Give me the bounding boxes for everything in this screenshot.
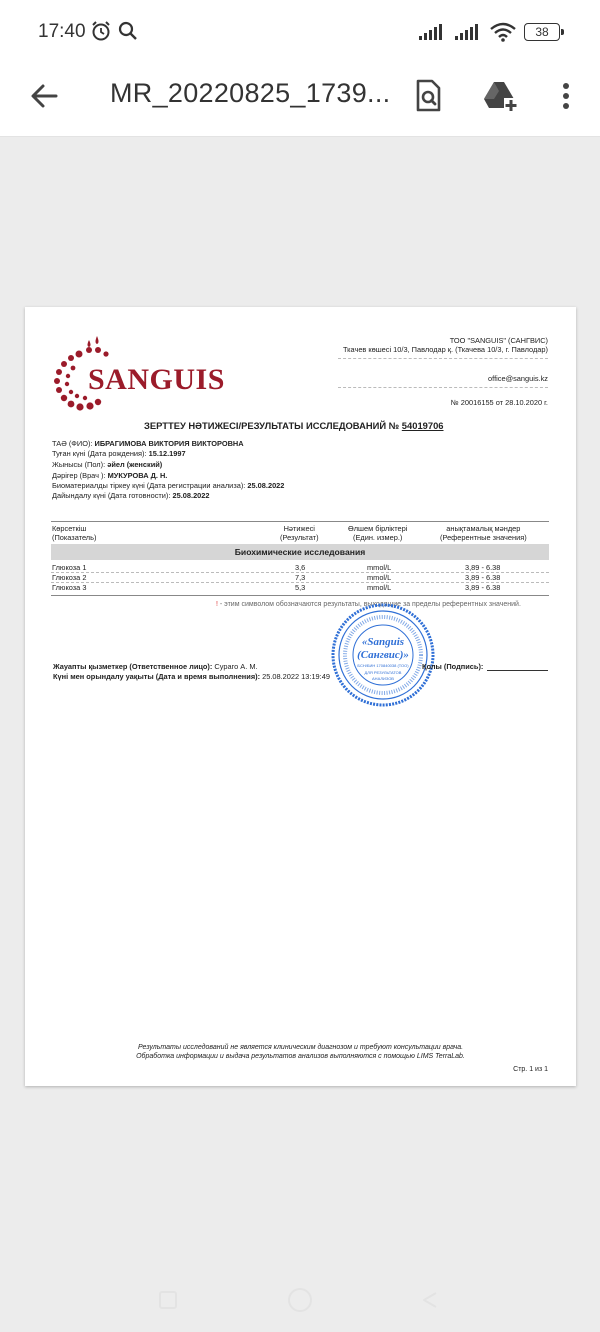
- status-time: 17:40: [38, 21, 86, 42]
- patient-name-line: ТАӘ (ФИО): ИБРАГИМОВА ВИКТОРИЯ ВИКТОРОВНА: [52, 439, 244, 448]
- lab-company: ТОО "SANGUIS" (САНГВИС): [449, 336, 548, 345]
- file-name-title: MR_20220825_1739...: [110, 78, 390, 108]
- more-vert-icon[interactable]: [548, 78, 584, 114]
- battery-indicator: 38: [524, 23, 560, 41]
- col-header-indicator: Көрсеткіш (Показатель): [52, 524, 97, 542]
- footer-lims: Обработка информации и выдача результатов анализов выполняются с помощью LIMS TerraLab.: [136, 1053, 465, 1060]
- back-nav-icon[interactable]: [420, 1290, 440, 1310]
- stamp-line-3: БСН/БИН 170840038 (ТОО): [357, 663, 409, 668]
- registration-date-line: Биоматериалды тіркеу күні (Дата регистрации анализа): 25.08.2022: [52, 481, 285, 490]
- home-icon[interactable]: [286, 1286, 314, 1314]
- alarm-icon: [90, 20, 112, 42]
- out-of-range-note: ! - этим символом обозначаются результаты, выходящие за пределы референтных значений.: [216, 601, 521, 608]
- section-band: [51, 544, 549, 560]
- ready-date-line: Дайындалу күні (Дата готовности): 25.08.2022: [52, 491, 210, 500]
- status-bar: [0, 0, 600, 64]
- signal-icon-2: [454, 23, 482, 41]
- wifi-icon: [490, 22, 516, 42]
- patient-doctor-line: Дәрігер (Врач ): МУКУРОВА Д. Н.: [52, 471, 168, 480]
- stamp-line-5: АНАЛИЗОВ: [372, 676, 394, 681]
- document-search-icon[interactable]: [410, 78, 446, 114]
- section-title: Биохимические исследования: [234, 547, 366, 557]
- back-arrow-icon[interactable]: [26, 78, 62, 114]
- responsible-line: Жауапты қызметкер (Ответственное лицо): Сураго А. М.: [53, 662, 258, 671]
- recent-apps-icon[interactable]: [158, 1290, 178, 1310]
- results-heading: ЗЕРТТЕУ НӘТИЖЕСІ/РЕЗУЛЬТАТЫ ИССЛЕДОВАНИЙ № 54019706: [144, 420, 444, 431]
- footer-disclaimer: Результаты исследований не является клиническим диагнозом и требуют консультации врача.: [137, 1044, 464, 1051]
- company-stamp: [331, 603, 435, 707]
- stamp-line-4: ДЛЯ РЕЗУЛЬТАТОВ: [364, 670, 402, 675]
- col-header-reference: анықтамалық мәндер (Референтные значения): [440, 524, 527, 542]
- lab-email: office@sanguis.kz: [488, 374, 548, 383]
- completion-line: Күні мен орындалу уақыты (Дата и время выполнения): 25.08.2022 13:19:49: [53, 672, 330, 681]
- stamp-line-2: (Сангвис)»: [357, 649, 409, 661]
- col-header-result: Нәтижесі (Результат): [280, 524, 319, 542]
- lab-license: № 20016155 от 28.10.2020 г.: [450, 398, 548, 407]
- col-header-unit: Өлшем бірліктері (Един. измер.): [348, 524, 408, 542]
- system-nav-bar: [0, 1268, 600, 1332]
- patient-dob-line: Туған күні (Дата рождения): 15.12.1997: [52, 449, 186, 458]
- stamp-line-1: «Sanguis: [361, 636, 405, 648]
- search-icon: [118, 21, 138, 41]
- sanguis-logo-text: SANGUIS: [88, 363, 225, 396]
- page-number: Стр. 1 из 1: [513, 1066, 548, 1073]
- app-bar: [0, 64, 600, 137]
- lab-address: Ткачев көшесі 10/3, Павлодар қ. (Ткачева 10/3, г. Павлодар): [342, 345, 548, 354]
- pdf-page: SANGUIS ТОО "SANGUIS" (САНГВИС) Ткачев көшесі 10/3, Павлодар қ. (Ткачева 10/3, г. Павлодар) office@sanguis.kz № 20016155 от 28.10.2020 г. ЗЕРТТЕУ НӘТИЖЕСІ/РЕЗУЛЬТАТЫ ИССЛЕДОВАНИЙ № 54019706 ТАӘ (ФИО): ИБРАГИМОВА ВИКТОРИЯ ВИКТОРОВНА Туған күні (Дата рождения): 15.12.1997 Жынысы (Пол): әйел (женский) Дәрігер (Врач ): МУКУРОВА Д. Н. Биоматериалды тіркеу күні (Дата регистрации анализа): 25.08.2022 Дайындалу күні (Дата готовности): 25.08.2022 Көрсеткіш (Показатель) Нәтижесі (Результат) Өлшем бірліктері (Един. измер.) анықтамалық мәндер (Референтные значения) Биохимические исследования Глюкоза 1 3,6 mmol/L 3,89 - 6.38 Глюкоза 2 7,3 mmol/L 3,89 - 6.38 Глюкоза 3 5,3 mmol/L 3,89 - 6.38 ! - этим символом обозначаются результаты, выходящие за пределы референтных значений. «Sanguis (Сангвис)» БСН/БИН 170840038 (ТОО) ДЛЯ РЕЗУЛЬТАТОВ АНАЛИЗОВ Жауапты қызметкер (Ответственное лицо): Сураго А. М. Күні мен орындалу уақыты (Дата и время выполнения): 25.08.2022 13:19:49 Қолы (Подпись): Результаты исследований не является клиническим диагнозом и требуют консультации врача. Обработка информации и выдача результатов анализов выполняются с помощью LIMS TerraLab. Стр. 1 из 1: [25, 307, 576, 1086]
- add-to-drive-icon[interactable]: [482, 78, 518, 114]
- patient-sex-line: Жынысы (Пол): әйел (женский): [52, 460, 163, 469]
- signature-label: Қолы (Подпись):: [422, 662, 484, 671]
- signal-icon: [418, 23, 446, 41]
